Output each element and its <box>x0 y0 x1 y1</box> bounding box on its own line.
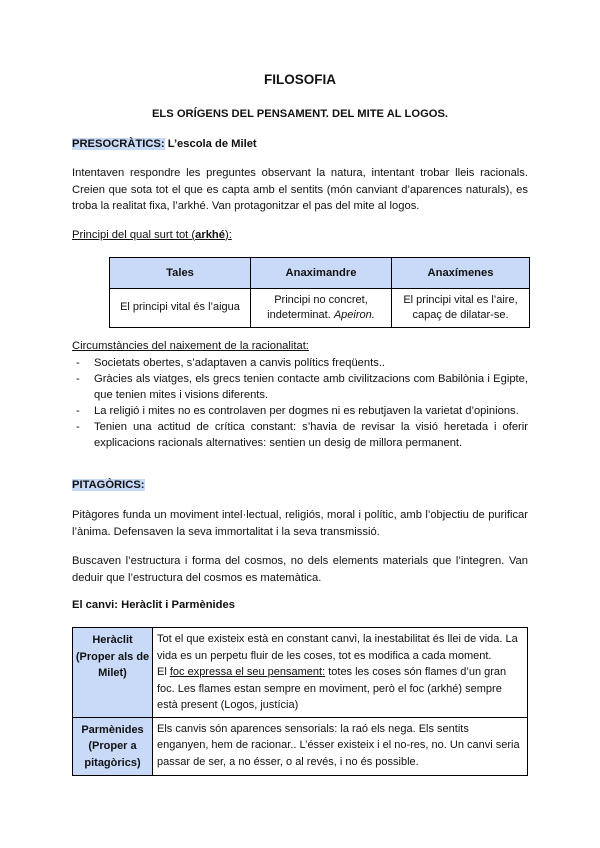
cell-anaximandre <box>251 289 392 328</box>
arkhe-table <box>109 257 530 328</box>
presocratics-heading-rest: L’escola de Milet <box>164 138 257 150</box>
heraclit-text-2 <box>157 664 523 714</box>
pitagorics-para-1: Pitàgores funda un moviment intel·lectual, religiós, moral i polític, amb l’objectiu de purificar l’ànima. Defensaven la seva immortalitat i la seva transmissió. <box>72 509 528 538</box>
cell-anaximandre-text: Principi no concret, indeterminat. <box>267 293 368 321</box>
canvi-table <box>72 627 528 776</box>
table-row <box>73 628 528 718</box>
principle-label-bold: arkhé <box>195 229 225 241</box>
pitagorics-para-2: Buscaven l’estructura i forma del cosmos, no dels elements materials que l’integren. Van deduir que l’estructura del cosmos es matemàtica. <box>72 555 528 584</box>
pitagorics-heading-label: PITAGÒRICS: <box>72 479 145 491</box>
cell-anaximenes: El principi vital es l’aire, capaç de dilatar-se. <box>392 289 530 328</box>
heraclit-text-1: Tot el que existeix està en constant canvi, la inestabilitat és llei de vida. La vida es un perpetu fluir de les coses, tot es modifica a cada moment. <box>157 633 518 662</box>
circumstances-heading: Circumstàncies del naixement de la racionalitat: <box>72 340 309 352</box>
principle-label-text <box>72 229 232 241</box>
heraclit-text-2-post: totes les coses són flames d’un gran foc. Les flames estan sempre en moviment, però el foc (arkhé) sempre està present (Logos, justícia) <box>157 666 507 711</box>
circumstances-list <box>72 355 528 451</box>
header-tales: Tales <box>110 258 251 289</box>
row-name-heraclit: Heràclit (Proper als de Milet) <box>73 628 153 718</box>
list-item: - Societats obertes, s’adaptaven a canvis polítics freqüents.. <box>72 355 528 371</box>
principle-label <box>72 229 232 241</box>
heraclit-text-2-pre: El <box>157 666 170 678</box>
pitagorics-heading <box>72 479 145 491</box>
principle-label-start: Principi del qual surt tot ( <box>72 229 196 241</box>
cell-tales: El principi vital és l’aigua <box>110 289 251 328</box>
canvi-heading: El canvi: Heràclit i Parmènides <box>72 599 235 611</box>
list-item: - La religió i mites no es controlaven per dogmes ni es rebutjaven la varietat d’opinions. <box>72 403 528 419</box>
list-item: - Tenien una actitud de crítica constant: s’havia de revisar la visió heretada i oferir explicacions racionals alternatives: sentien un desig de millora permanent. <box>72 419 528 451</box>
page-subtitle: ELS ORÍGENS DEL PENSAMENT. DEL MITE AL LOGOS. <box>151 108 449 120</box>
row-desc-parmenides: Els canvis són aparences sensorials: la raó els nega. Els sentits enganyen, hem de racionar.. L’ésser existeix i el no-res, no. Un canvi seria passar de ser, a no ésser, o al revés, i no és possible. <box>153 717 528 776</box>
header-anaximandre: Anaximandre <box>251 258 392 289</box>
page-title: FILOSOFIA <box>264 72 336 87</box>
row-desc-heraclit <box>153 628 528 718</box>
presocratics-heading <box>72 138 257 150</box>
list-item: - Gràcies als viatges, els grecs tenien contacte amb civilitzacions com Babilònia i Egipte, que tenien mites i visions diferents. <box>72 371 528 403</box>
presocratics-intro: Intentaven respondre les preguntes observant la natura, intentant trobar lleis racionals. Creien que sota tot el que es capta amb el sentits (món canviant d’aparences naturals), es troba la realitat fixa, l’arkhé. Van protagonitzar el pas del mite al logos. <box>72 167 528 212</box>
table-row <box>73 717 528 776</box>
cell-anaximandre-italic: Apeiron. <box>333 309 375 321</box>
principle-label-end: ): <box>224 229 232 241</box>
row-name-parmenides: Parmènides (Proper a pitagòrics) <box>73 717 153 776</box>
presocratics-heading-label: PRESOCRÀTICS: <box>72 138 165 150</box>
header-anaximenes: Anaxímenes <box>392 258 530 289</box>
arkhe-table-row <box>110 289 530 328</box>
heraclit-text-2-underlined: foc expressa el seu pensament: <box>169 666 326 678</box>
arkhe-table-header-row <box>110 258 530 289</box>
